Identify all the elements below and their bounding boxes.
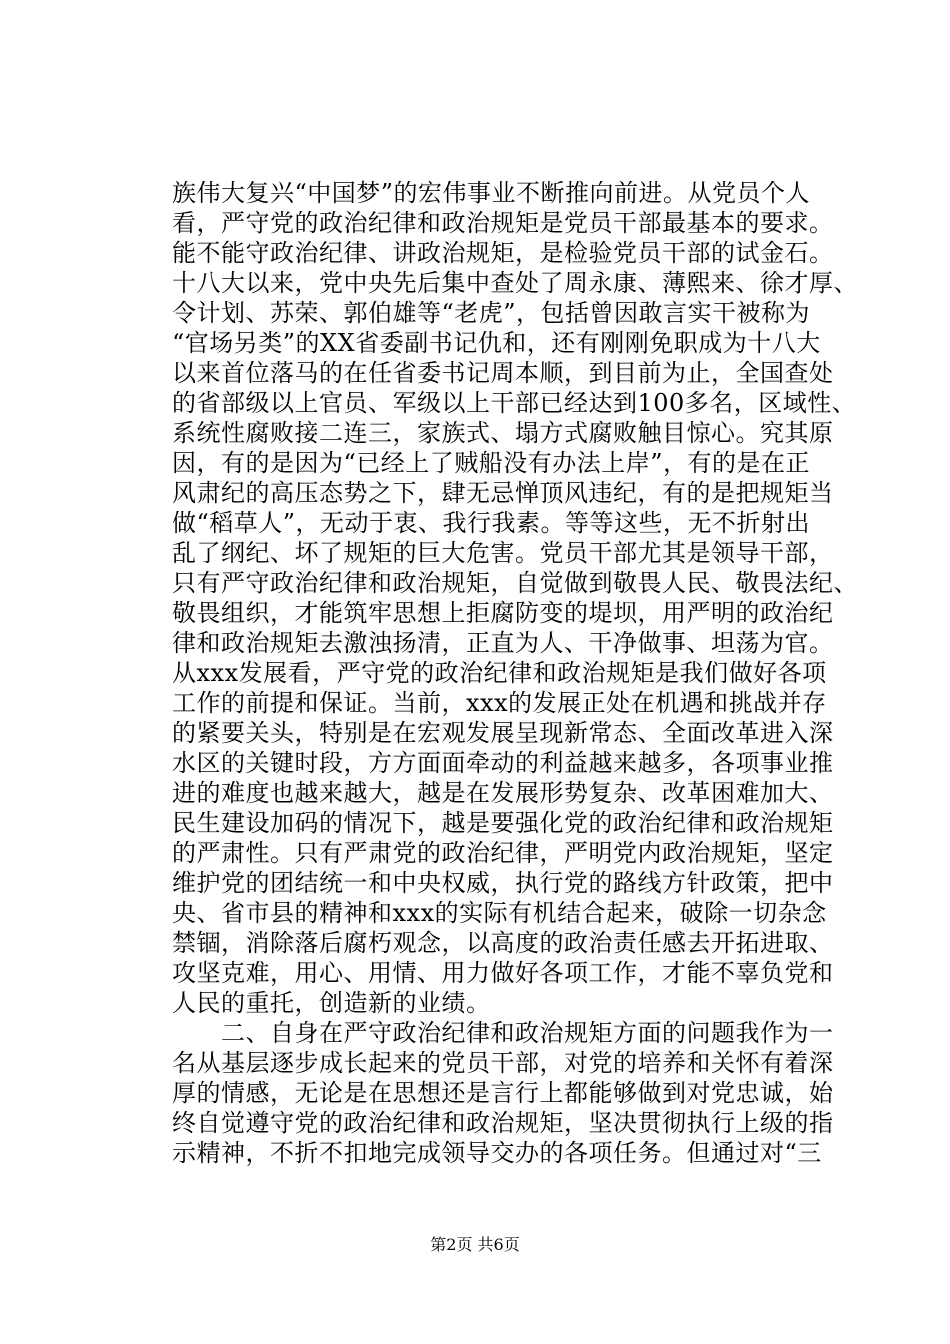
text-line: 二、自身在严守政治纪律和政治规矩方面的问题我作为一: [172, 1019, 834, 1047]
text-line: 禁锢，消除落后腐朽观念，以高度的政治责任感去开拓进取、: [172, 929, 834, 957]
text-line: 示精神，不折不扣地完成领导交办的各项任务。但通过对“三: [172, 1139, 822, 1167]
text-line: 厚的情感，无论是在思想还是言行上都能够做到对党忠诚，始: [172, 1079, 834, 1107]
text-line: 因，有的是因为“已经上了贼船没有办法上岸”，有的是在正: [172, 449, 811, 477]
text-line: 进的难度也越来越大，越是在发展形势复杂、改革困难加大、: [172, 779, 834, 807]
text-line: 的省部级以上官员、军级以上干部已经达到100多名，区域性、: [172, 389, 857, 417]
text-line: 人民的重托，创造新的业绩。: [172, 989, 491, 1017]
text-line: 风肃纪的高压态势之下，肆无忌惮顶风违纪，有的是把规矩当: [172, 479, 834, 507]
text-line: 只有严守政治纪律和政治规矩，自觉做到敬畏人民、敬畏法纪、: [172, 569, 858, 597]
text-line: 以来首位落马的在任省委书记周本顺，到目前为止，全国查处: [172, 359, 834, 387]
text-line: 令计划、苏荣、郭伯雄等“老虎”，包括曾因敢言实干被称为: [172, 299, 811, 327]
text-line: 能不能守政治纪律、讲政治规矩，是检验党员干部的试金石。: [172, 239, 834, 267]
text-line: 攻坚克难，用心、用情、用力做好各项工作，才能不辜负党和: [172, 959, 834, 987]
page-number-footer: 第2页 共6页: [430, 1235, 520, 1254]
text-line: 的紧要关头，特别是在宏观发展呈现新常态、全面改革进入深: [172, 719, 834, 747]
text-line: 民生建设加码的情况下，越是要强化党的政治纪律和政治规矩: [172, 809, 834, 837]
text-line: 做“稻草人”，无动于衷、我行我素。等等这些，无不折射出: [172, 509, 811, 537]
text-line: 十八大以来，党中央先后集中查处了周永康、薄熙来、徐才厚、: [172, 269, 858, 297]
text-line: 水区的关键时段，方方面面牵动的利益越来越多，各项事业推: [172, 749, 834, 777]
text-line: 终自觉遵守党的政治纪律和政治规矩，坚决贯彻执行上级的指: [172, 1109, 834, 1137]
text-line: 律和政治规矩去激浊扬清，正直为人、干净做事、坦荡为官。: [172, 629, 834, 657]
text-line: 工作的前提和保证。当前，xxx的发展正处在机遇和挑战并存: [172, 689, 827, 717]
text-line: 乱了纲纪、坏了规矩的巨大危害。党员干部尤其是领导干部，: [172, 539, 834, 567]
text-line: 族伟大复兴“中国梦”的宏伟事业不断推向前进。从党员个人: [172, 179, 811, 207]
text-line: 名从基层逐步成长起来的党员干部，对党的培养和关怀有着深: [172, 1049, 834, 1077]
text-line: 的严肃性。只有严肃党的政治纪律，严明党内政治规矩，坚定: [172, 839, 834, 867]
body-text: [172, 178, 858, 1168]
text-line: “官场另类”的XX省委副书记仇和，还有刚刚免职成为十八大: [172, 329, 821, 357]
text-line: 系统性腐败接二连三，家族式、塌方式腐败触目惊心。究其原: [172, 419, 834, 447]
text-line: 敬畏组织，才能筑牢思想上拒腐防变的堤坝，用严明的政治纪: [172, 599, 834, 627]
text-line: 看，严守党的政治纪律和政治规矩是党员干部最基本的要求。: [172, 209, 834, 237]
text-line: 维护党的团结统一和中央权威，执行党的路线方针政策，把中: [172, 869, 834, 897]
text-line: 央、省市县的精神和xxx的实际有机结合起来，破除一切杂念: [172, 899, 827, 927]
text-line: 从xxx发展看，严守党的政治纪律和政治规矩是我们做好各项: [172, 659, 827, 687]
